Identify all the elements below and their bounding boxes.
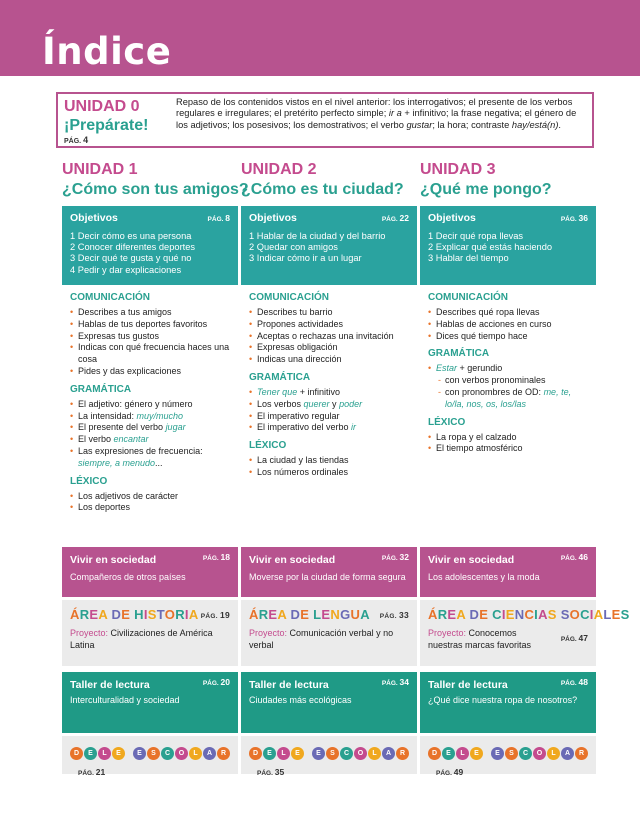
page-ref: PÁG. 33 <box>379 610 409 620</box>
objetivos-box[interactable] <box>62 206 238 285</box>
page-ref: PÁG. 47 <box>560 633 588 643</box>
dele-letter: L <box>456 747 469 760</box>
dele-letter: R <box>217 747 230 760</box>
vivir-heading: Vivir en sociedad PÁG. 32 <box>249 552 409 566</box>
gramatica-item: • Los verbos querer y poder <box>249 399 409 411</box>
dele-letter: E <box>112 747 125 760</box>
taller-text: ¿Qué dice nuestra ropa de nosotros? <box>428 695 578 705</box>
page-ref: PÁG. 32 <box>381 552 409 562</box>
comunicacion-item: • Hablas de acciones en curso <box>428 319 588 331</box>
objetivos-box[interactable] <box>241 206 417 285</box>
page-ref: PÁG. 34 <box>381 677 409 687</box>
dele-escolar-box[interactable] <box>420 736 596 777</box>
dele-letter: O <box>354 747 367 760</box>
unit-0-label: UNIDAD 0 <box>64 98 140 115</box>
page-ref: PÁG. 8 <box>207 213 230 223</box>
dele-letter: D <box>249 747 262 760</box>
lexico-heading: LÉXICO <box>428 416 466 428</box>
gramatica-item: • Tener que + infinitivo <box>249 387 409 399</box>
comunicacion-item: • Describes tu barrio <box>249 307 409 319</box>
page-ref: PÁG. 22 <box>381 213 409 223</box>
objetivos-heading: Objetivos PÁG. 8 <box>70 212 230 224</box>
lexico-heading: LÉXICO <box>70 475 108 487</box>
page-ref: PÁG. 49 <box>436 766 464 777</box>
comunicacion-item: • Expresas tus gustos <box>70 331 230 343</box>
unit-0-description: Repaso de los contenidos vistos en el nivel anterior: los interrogativos; el presente de los verbos regulares e irregulares; el pretérito perfecto simple; ir a + infinitivo; la frase negativa; el género de los adjetivos; los posesivos; los demostrativos; el verbo gustar; la hora; contraste hay/está(n). <box>176 97 577 130</box>
gramatica-item: • El presente del verbo jugar <box>70 422 230 434</box>
objetivo-item: 4 Pedir y dar explicaciones <box>70 264 182 275</box>
unit-1-heading[interactable] <box>62 160 262 201</box>
page-ref: PÁG. 48 <box>560 677 588 687</box>
lexico-item: • Los deportes <box>70 502 230 514</box>
contenidos-box <box>241 285 417 543</box>
dele-letter: E <box>84 747 97 760</box>
lexico-heading: LÉXICO <box>249 440 287 452</box>
dele-letter: A <box>203 747 216 760</box>
comunicacion-item: • Describes qué ropa llevas <box>428 307 588 319</box>
dele-letter: D <box>428 747 441 760</box>
comunicacion-item: • Describes a tus amigos <box>70 307 230 319</box>
vivir-heading: Vivir en sociedad PÁG. 18 <box>70 552 230 566</box>
taller-heading: Taller de lectura PÁG. 34 <box>249 677 409 691</box>
dele-letter: L <box>368 747 381 760</box>
objetivos-heading: Objetivos PÁG. 22 <box>249 212 409 224</box>
area-proyecto: Proyecto: Comunicación verbal y no verbal <box>249 628 394 650</box>
objetivos-heading: Objetivos PÁG. 36 <box>428 212 588 224</box>
objetivo-item: 3 Hablar del tiempo <box>428 253 509 264</box>
comunicacion-item: • Expresas obligación <box>249 342 409 354</box>
objetivos-box[interactable] <box>420 206 596 285</box>
taller-de-lectura-box[interactable] <box>241 672 417 733</box>
dele-letter: S <box>326 747 339 760</box>
objetivo-item: 2 Explicar qué estás haciendo <box>428 242 553 253</box>
dele-letter: E <box>470 747 483 760</box>
lexico-item: • Los adjetivos de carácter <box>70 491 230 503</box>
area-heading: ÁREA DE LENGUA PÁG. 33 <box>249 607 409 622</box>
dele-letter: S <box>505 747 518 760</box>
page-ref: PÁG. 18 <box>202 552 230 562</box>
dele-escolar-logo <box>70 747 230 760</box>
objetivo-item: 2 Quedar con amigos <box>249 242 338 253</box>
dele-escolar-logo <box>249 747 409 760</box>
unit-0-subtitle: ¡Prepárate! <box>64 117 149 134</box>
comunicacion-item: • Propones actividades <box>249 319 409 331</box>
taller-de-lectura-box[interactable] <box>62 672 238 733</box>
gramatica-item: • El imperativo del verbo ir <box>249 422 409 434</box>
taller-de-lectura-box[interactable] <box>420 672 596 733</box>
unit-2-heading[interactable] <box>241 160 441 201</box>
dele-letter: A <box>382 747 395 760</box>
gramatica-item: - con verbos pronominales <box>428 375 588 387</box>
unit-0-page: PÁG. 4 <box>64 135 89 145</box>
vivir-en-sociedad-box[interactable] <box>241 547 417 597</box>
lexico-item: • La ciudad y las tiendas <box>249 455 409 467</box>
gramatica-item: • El adjetivo: género y número <box>70 399 230 411</box>
dele-letter: E <box>263 747 276 760</box>
comunicacion-item: • Indicas con qué frecuencia haces una cosa <box>70 342 230 366</box>
taller-heading: Taller de lectura PÁG. 20 <box>70 677 230 691</box>
dele-letter: L <box>98 747 111 760</box>
dele-letter: L <box>277 747 290 760</box>
dele-letter: E <box>491 747 504 760</box>
page-ref: PÁG. 20 <box>202 677 230 687</box>
dele-letter: E <box>291 747 304 760</box>
comunicacion-heading: COMUNICACIÓN <box>428 292 508 303</box>
dele-letter: R <box>575 747 588 760</box>
dele-letter: E <box>442 747 455 760</box>
comunicacion-item: • Indicas una dirección <box>249 354 409 366</box>
area-box[interactable] <box>241 600 417 666</box>
dele-escolar-logo <box>428 747 588 760</box>
contenidos-box <box>62 285 238 543</box>
lexico-item: • Los números ordinales <box>249 467 409 479</box>
dele-escolar-box[interactable] <box>62 736 238 777</box>
objetivo-item: 1 Decir qué ropa llevas <box>428 231 524 241</box>
comunicacion-item: • Pides y das explicaciones <box>70 366 230 378</box>
unit-label: UNIDAD 1 <box>62 161 138 178</box>
unit-label: UNIDAD 2 <box>241 161 317 178</box>
page-title: Índice <box>42 30 172 73</box>
page-ref: PÁG. 46 <box>560 552 588 562</box>
gramatica-item: • Estar + gerundio <box>428 363 588 375</box>
comunicacion-heading: COMUNICACIÓN <box>70 292 150 303</box>
dele-letter: L <box>189 747 202 760</box>
dele-letter: C <box>161 747 174 760</box>
unit-3-heading[interactable] <box>420 160 620 201</box>
dele-letter: E <box>133 747 146 760</box>
area-heading: ÁREA DE HISTORIA PÁG. 19 <box>70 607 230 622</box>
gramatica-item: • El verbo encantar <box>70 434 230 446</box>
dele-letter: A <box>561 747 574 760</box>
area-proyecto: Proyecto: Conocemos nuestras marcas favoritas <box>428 628 532 650</box>
dele-escolar-box[interactable] <box>241 736 417 777</box>
objetivo-item: 1 Hablar de la ciudad y del barrio <box>249 231 386 241</box>
vivir-text: Moverse por la ciudad de forma segura <box>249 572 406 582</box>
comunicacion-item: • Aceptas o rechazas una invitación <box>249 331 409 343</box>
vivir-en-sociedad-box[interactable] <box>420 547 596 597</box>
gramatica-item: - con pronombres de OD: me, te, lo/la, nos, os, los/las <box>428 387 588 411</box>
gramatica-heading: GRAMÁTICA <box>249 371 311 383</box>
dele-letter: L <box>547 747 560 760</box>
page-ref: PÁG. 35 <box>257 766 285 777</box>
unit-title: ¿Cómo es tu ciudad? <box>241 181 404 198</box>
unit-title: ¿Qué me pongo? <box>420 181 552 198</box>
gramatica-heading: GRAMÁTICA <box>428 348 490 360</box>
taller-text: Interculturalidad y sociedad <box>70 695 180 705</box>
comunicacion-heading: COMUNICACIÓN <box>249 292 329 303</box>
area-proyecto: Proyecto: Civilizaciones de América Latina <box>70 628 213 650</box>
taller-heading: Taller de lectura PÁG. 48 <box>428 677 588 691</box>
gramatica-item: • Las expresiones de frecuencia: siempre, a menudo... <box>70 446 230 470</box>
vivir-text: Compañeros de otros países <box>70 572 186 582</box>
page-ref: PÁG. 21 <box>78 766 106 777</box>
dele-letter: R <box>396 747 409 760</box>
vivir-text: Los adolescentes y la moda <box>428 572 540 582</box>
header-banner <box>0 0 640 76</box>
dele-letter: C <box>340 747 353 760</box>
dele-letter: E <box>312 747 325 760</box>
unit-title: ¿Cómo son tus amigos? <box>62 181 249 198</box>
dele-letter: O <box>175 747 188 760</box>
dele-letter: C <box>519 747 532 760</box>
page-ref: PÁG. 36 <box>560 213 588 223</box>
gramatica-item: • El imperativo regular <box>249 411 409 423</box>
dele-letter: S <box>147 747 160 760</box>
area-box[interactable] <box>62 600 238 666</box>
unit-label: UNIDAD 3 <box>420 161 496 178</box>
page-ref: PÁG. 19 <box>200 610 230 620</box>
objetivo-item: 1 Decir cómo es una persona <box>70 231 192 241</box>
area-box[interactable] <box>420 600 630 666</box>
vivir-en-sociedad-box[interactable] <box>62 547 238 597</box>
dele-letter: D <box>70 747 83 760</box>
vivir-heading: Vivir en sociedad PÁG. 46 <box>428 552 588 566</box>
gramatica-heading: GRAMÁTICA <box>70 383 132 395</box>
dele-letter: O <box>533 747 546 760</box>
comunicacion-item: • Dices qué tiempo hace <box>428 331 588 343</box>
lexico-item: • La ropa y el calzado <box>428 432 588 444</box>
comunicacion-item: • Hablas de tus deportes favoritos <box>70 319 230 331</box>
objetivo-item: 3 Decir qué te gusta y qué no <box>70 253 192 264</box>
unit-0-box[interactable] <box>56 92 594 148</box>
lexico-item: • El tiempo atmosférico <box>428 443 588 455</box>
objetivo-item: 3 Indicar cómo ir a un lugar <box>249 253 362 264</box>
objetivo-item: 2 Conocer diferentes deportes <box>70 242 196 253</box>
gramatica-item: • La intensidad: muy/mucho <box>70 411 230 423</box>
area-heading: ÁREA DE CIENCIAS SOCIALES <box>428 607 630 622</box>
contenidos-box <box>420 285 596 543</box>
taller-text: Ciudades más ecológicas <box>249 695 352 705</box>
